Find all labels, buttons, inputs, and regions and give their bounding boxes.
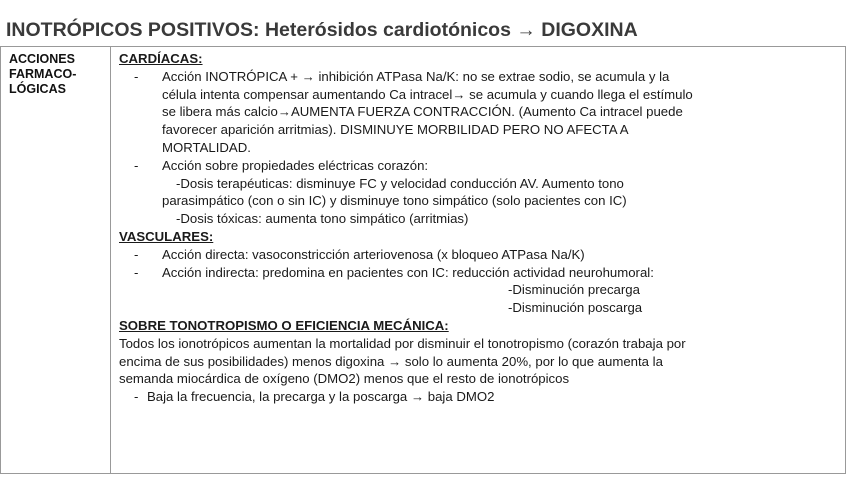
text-line: Baja la frecuencia, la precarga y la poscarga → baja DMO2 xyxy=(147,389,495,405)
list-item xyxy=(119,264,841,282)
text-line: se libera más calcio→AUMENTA FUERZA CONTRACCIÓN. (Aumento Ca intracel puede xyxy=(162,104,683,120)
bullet-dash: - xyxy=(134,389,139,405)
left-cell-line: FARMACO- xyxy=(9,67,77,81)
text-line: Acción indirecta: predomina en pacientes con IC: reducción actividad neurohumoral: xyxy=(162,264,654,280)
page-title: INOTRÓPICOS POSITIVOS: Heterósidos cardiotónicos → DIGOXINA xyxy=(6,19,638,41)
text-line: Acción directa: vasoconstricción arteriovenosa (x bloqueo ATPasa Na/K) xyxy=(162,246,585,262)
text-line: Todos los ionotrópicos aumentan la mortalidad por disminuir el tonotropismo (corazón trabaja por xyxy=(119,335,686,351)
text-line: MORTALIDAD. xyxy=(162,139,251,155)
list-item xyxy=(119,68,841,157)
text-line: semanda miocárdica de oxígeno (DMO2) menos que el resto de ionotrópicos xyxy=(119,371,570,387)
text-line: favorecer aparición arritmias). DISMINUYE MORBILIDAD PERO NO AFECTA A xyxy=(162,122,629,138)
text-line: parasimpático (con o sin IC) y disminuye tono simpático (solo pacientes con IC) xyxy=(162,193,627,209)
text-line: -Disminución precarga xyxy=(508,282,640,298)
section-heading-tonotropismo: SOBRE TONOTROPISMO O EFICIENCIA MECÁNICA: xyxy=(119,317,449,333)
text-line: -Dosis terapéuticas: disminuye FC y velocidad conducción AV. Aumento tono xyxy=(176,175,624,191)
content-table xyxy=(0,46,846,474)
left-cell-line: LÓGICAS xyxy=(9,82,66,96)
section-heading-vasculares: VASCULARES: xyxy=(119,228,214,244)
bullet-dash: - xyxy=(134,246,139,262)
list-item xyxy=(119,246,841,264)
text-line: Acción INOTRÓPICA + → inhibición ATPasa Na/K: no se extrae sodio, se acumula y la xyxy=(162,68,670,84)
text-line: célula intenta compensar aumentando Ca intracel→ se acumula y cuando llega el estímulo xyxy=(162,86,693,102)
section-heading-cardiacas: CARDÍACAS: xyxy=(119,51,203,66)
text-line: -Dosis tóxicas: aumenta tono simpático (arritmias) xyxy=(176,211,469,227)
list-item xyxy=(119,157,841,175)
left-cell xyxy=(9,52,76,97)
text-line: encima de sus posibilidades) menos digoxina → solo lo aumenta 20%, por lo que aumenta la xyxy=(119,353,663,369)
column-divider xyxy=(110,47,111,473)
text-line: Acción sobre propiedades eléctricas corazón: xyxy=(162,157,429,173)
bullet-dash: - xyxy=(134,264,139,280)
bullet-dash: - xyxy=(134,68,139,84)
list-item xyxy=(119,388,841,406)
left-cell-line: ACCIONES xyxy=(9,52,75,66)
bullet-dash: - xyxy=(134,157,139,173)
right-cell xyxy=(119,50,841,406)
text-line: -Disminución poscarga xyxy=(508,300,643,316)
